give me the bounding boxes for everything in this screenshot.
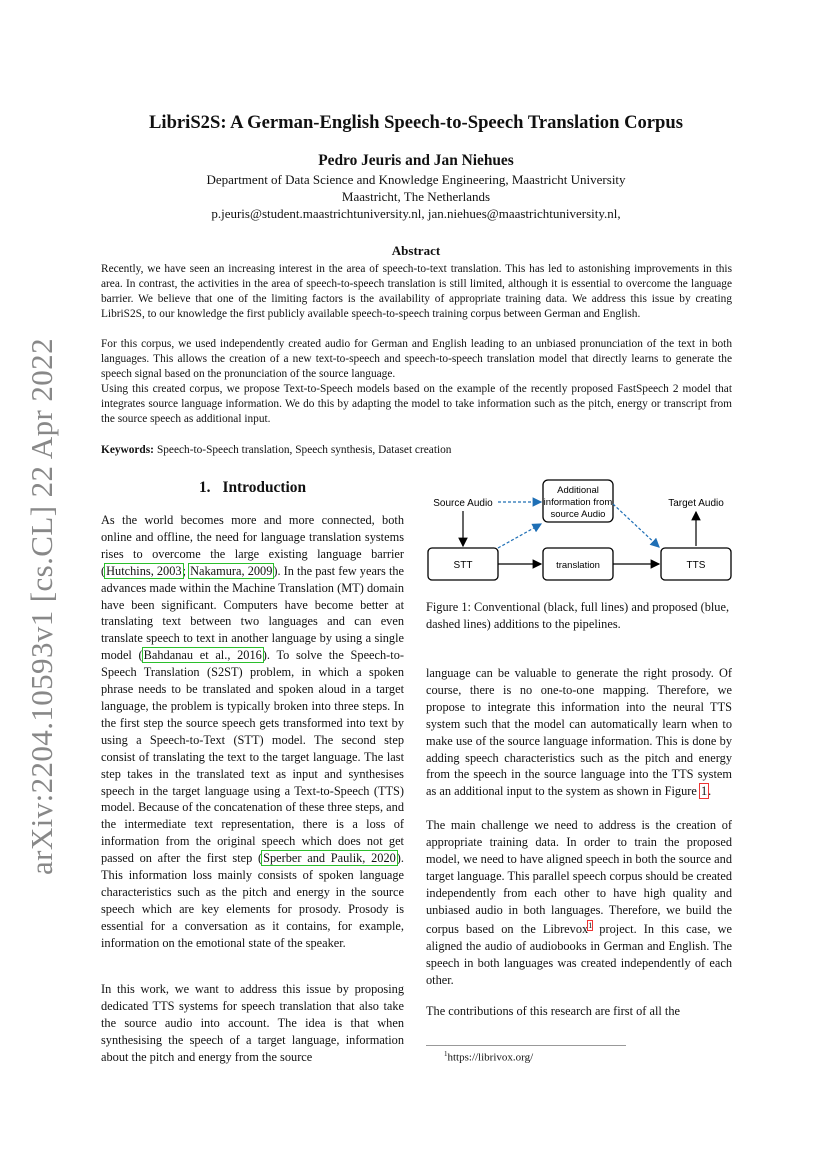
intro-text: project. In this case, we aligned the audio of audiobooks in German and English. The speech in both languages was created independently of each other. xyxy=(426,922,733,988)
keywords-text: Speech-to-Speech translation, Speech synthesis, Dataset creation xyxy=(156,444,452,456)
intro-paragraph-2: In this work, we want to address this issue by proposing dedicated TTS systems for speech translation that also take the source audio into account. The idea is that when synthesising the speech of a target language, information about the pitch and energy from the source xyxy=(101,982,404,1064)
author-emails: p.jeuris@student.maastrichtuniversity.nl, jan.niehues@maastrichtuniversity.nl, xyxy=(211,206,621,221)
additional-info-label-line2: information from xyxy=(543,497,613,508)
arxiv-identifier: arXiv:2204.10593v1 [cs.CL] 22 Apr 2022 xyxy=(24,338,59,876)
citation-link[interactable]: Nakamura, 2009 xyxy=(190,563,273,578)
section-number: 1. xyxy=(198,479,211,496)
paper-authors: Pedro Jeuris and Jan Niehues xyxy=(318,152,514,169)
stt-label: STT xyxy=(453,560,473,571)
intro-paragraph-4 xyxy=(426,817,732,989)
footnote-link[interactable]: 1 xyxy=(588,921,593,931)
keywords-label: Keywords: xyxy=(101,444,154,456)
abstract-paragraph-1: Recently, we have seen an increasing interest in the area of speech-to-text translation. This has led to astonishing improvements in this area. In contrast, the activities in the area of speech-to-speech translation is still limited, although it is essential to overcome the language barrier. We believe that one of the limiting factors is the availability of appropriate training data. We address this issue by creating LibriS2S, to our knowledge the first publicly available speech-to-speech training corpus between German and English. xyxy=(101,263,732,321)
dashed-arrow-stt-to-additional xyxy=(498,524,541,548)
footnote-url: https://librivox.org/ xyxy=(447,1051,534,1064)
abstract-paragraph-2: For this corpus, we used independently created audio for German and English leading to an unbiased pronunciation of the text in both languages. This allows the creation of a new text-to-speech and speech-to-speech translation model that directly learns to generate the speech signal based on the pronunciation of the source language. xyxy=(101,338,732,381)
footnote xyxy=(444,1050,533,1064)
intro-text: language can be valuable to generate the right prosody. Of course, there is no one-to-one mapping. Therefore, we propose to integrate this information into the neural TTS system such that the model can automatically learn when to make use of the source language information. This is done by adding speech characteristics such as the pitch and energy from the speech in the source language into the TTS system as an additional input to the system as shown in Figure xyxy=(426,666,732,799)
intro-text: ; xyxy=(182,563,190,578)
intro-text: . xyxy=(708,784,712,799)
tts-label: TTS xyxy=(686,560,706,571)
intro-paragraph-1 xyxy=(101,512,404,952)
figure-caption: Figure 1: Conventional (black, full lines) and proposed (blue, dashed lines) additions to the pipelines. xyxy=(426,600,730,631)
citation-link[interactable]: Sperber and Paulik, 2020 xyxy=(263,851,396,866)
abstract-paragraph-3: Using this created corpus, we propose Text-to-Speech models based on the example of the recently proposed FastSpeech 2 model that integrates source language information. We do this by adapting the model to take information such as the pitch, energy or transcript from the source speech as additional input. xyxy=(101,383,732,426)
intro-text: ). In the past few years the advances made within the Machine Translation (MT) domain have been significant. Computers have become better at translating text between two languages and can even translate speech to text in another language by using a single model ( xyxy=(101,563,405,663)
intro-paragraph-5: The contributions of this research are first of all the xyxy=(426,1004,680,1018)
citation-link[interactable]: Bahdanau et al., 2016 xyxy=(143,648,262,663)
intro-text: The main challenge we need to address is the creation of appropriate training data. In order to train the proposed model, we need to have aligned speech in both the source and target language. This parallel speech corpus should be created independently from each other to have high quality and unbiased audio in both languages. Therefore, we build the corpus based on the Librevox xyxy=(426,818,732,937)
translation-label: translation xyxy=(556,560,600,571)
target-audio-label: Target Audio xyxy=(668,498,724,509)
keywords xyxy=(101,444,732,456)
citation-link[interactable]: Hutchins, 2003 xyxy=(106,563,182,578)
figure-reference-link[interactable]: 1 xyxy=(700,784,708,799)
intro-text: ). This information loss mainly consists of spoken language characteristics such as the pitch and energy in the source speech which are key elements for prosody. Prosody is essential for a conversation as it contains, for example, information on the emotional state of the speaker. xyxy=(101,851,404,950)
abstract-heading: Abstract xyxy=(391,243,441,258)
footnote-divider xyxy=(426,1045,626,1046)
pipeline-figure xyxy=(426,478,732,588)
additional-info-label-line3: source Audio xyxy=(550,509,606,520)
paper-title: LibriS2S: A German-English Speech-to-Speech Translation Corpus xyxy=(149,112,683,133)
dashed-arrow-additional-to-tts xyxy=(613,504,659,547)
intro-text: As the world becomes more and more connected, both online and offline, the need for language translation systems rises to overcome the large existing language barrier ( xyxy=(101,513,404,578)
affiliation-department: Department of Data Science and Knowledge Engineering, Maastricht University xyxy=(206,172,626,187)
affiliation-location: Maastricht, The Netherlands xyxy=(341,189,491,204)
source-audio-label: Source Audio xyxy=(433,498,493,509)
additional-info-label-line1: Additional xyxy=(557,485,599,496)
intro-text: ). To solve the Speech-to-Speech Translation (S2ST) problem, in which a spoken phrase needs to be translated and spoken aloud in a target language, the problem is typically broken into three steps. In the first step the source speech gets transformed into text by using a Speech-to-Text (STT) model. The second step consist of translating the text to the target language. The last step takes in the translated text as input and synthesises speech in the target language using a Text-to-Speech (TTS) model. Because of the concatenation of these three steps, and the intermediate text representation, there is a loss of information from the original speech which does not get passed on after the first step ( xyxy=(101,648,404,866)
footnote-number: 1 xyxy=(444,1050,448,1058)
section-title: Introduction xyxy=(222,479,307,496)
intro-paragraph-3 xyxy=(426,665,732,800)
section-heading-introduction xyxy=(101,479,404,497)
